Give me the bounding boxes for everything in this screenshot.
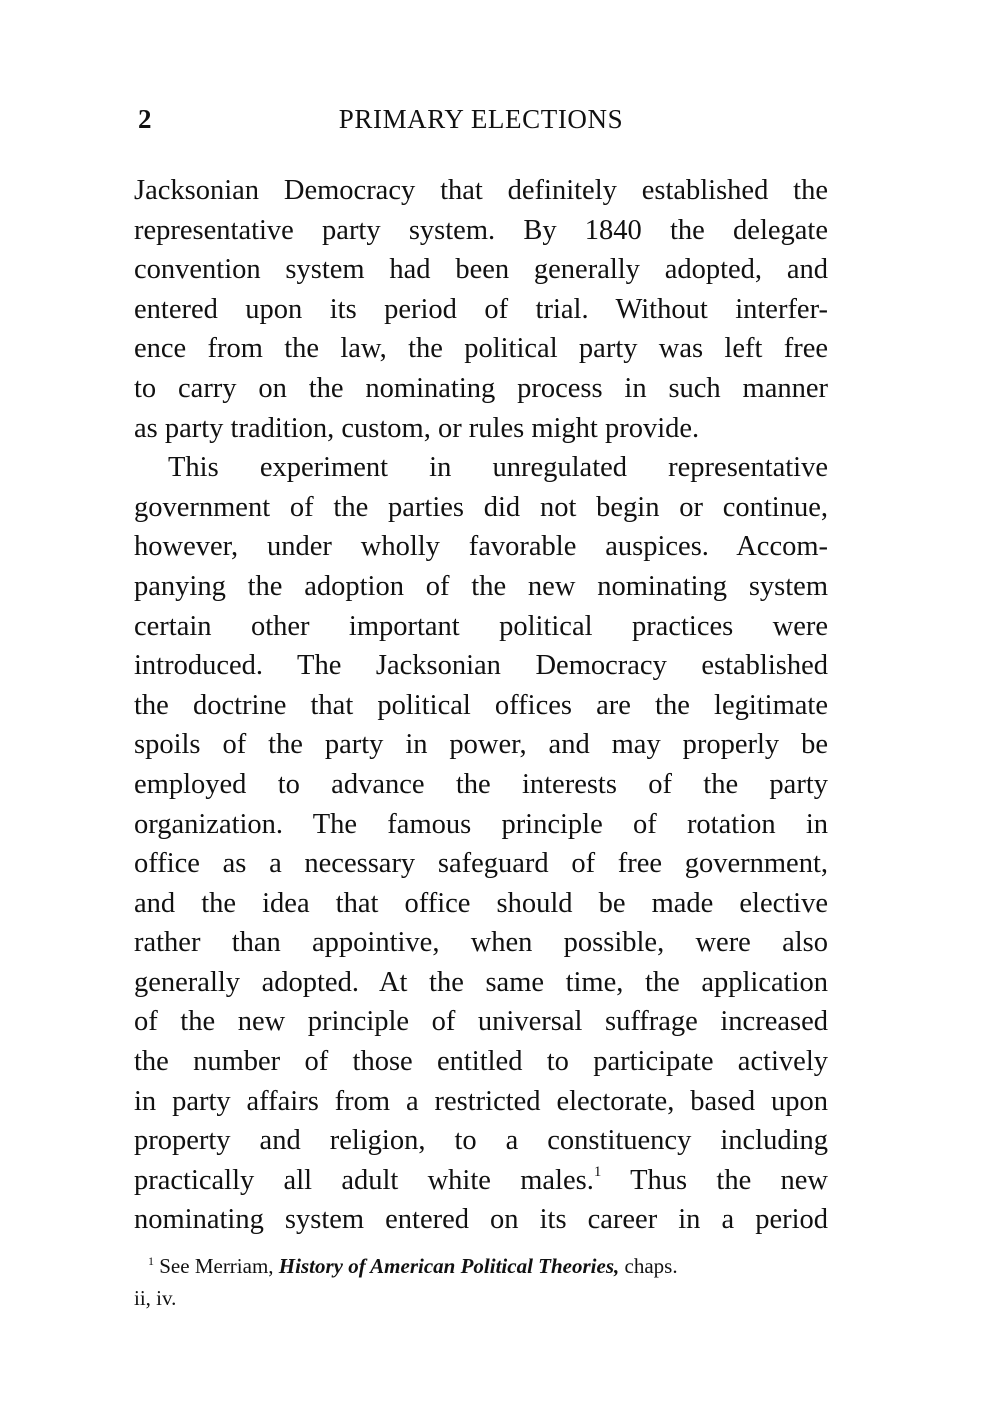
text-line: organization. The famous principle of rotation in [134, 808, 828, 840]
text-line: rather than appointive, when possible, were also [134, 927, 828, 959]
text-line: as party tradition, custom, or rules might provide. [134, 412, 700, 444]
text-line: This experiment in unregulated representative [168, 452, 828, 484]
text-line: the doctrine that political offices are the legitimate [134, 689, 828, 721]
text-line: employed to advance the interests of the party [134, 768, 828, 800]
footnote-line [134, 1250, 828, 1282]
text-line: in party affairs from a restricted electorate, based upon [134, 1085, 828, 1117]
footnote-reference: 1 [593, 1163, 602, 1180]
text-line: panying the adoption of the new nominating system [134, 570, 828, 602]
text-line: government of the parties did not begin or continue, [134, 491, 828, 523]
text-line: introduced. The Jacksonian Democracy established [134, 650, 828, 682]
footnote [134, 1250, 828, 1314]
text-line: spoils of the party in power, and may properly be [134, 729, 828, 761]
text-line: however, under wholly favorable auspices. Accom- [134, 531, 828, 563]
text-line: of the new principle of universal suffrage increased [134, 1006, 828, 1038]
footnote-suffix: chaps. [624, 1254, 678, 1278]
body-text [134, 171, 828, 1240]
running-title: PRIMARY ELECTIONS [338, 104, 624, 134]
text-line: Jacksonian Democracy that definitely established the [134, 175, 828, 206]
text-line: the number of those entitled to participate actively [134, 1046, 828, 1078]
text-line-with-note [134, 1161, 828, 1201]
footnote-marker: 1 [148, 1254, 154, 1268]
text-line: representative party system. By 1840 the delegate [134, 214, 828, 246]
text-segment: practically all adult white males. [134, 1164, 594, 1196]
running-head [134, 104, 828, 144]
text-line: entered upon its period of trial. Without interfer- [134, 293, 828, 325]
text-line: office as a necessary safeguard of free government, [134, 848, 828, 880]
text-line: certain other important political practices were [134, 610, 828, 642]
footnote-book-title: History of American Political Theories, [278, 1254, 620, 1278]
text-line: to carry on the nominating process in such manner [134, 372, 828, 404]
text-line: property and religion, to a constituency including [134, 1125, 828, 1157]
footnote-prefix: See Merriam, [159, 1254, 274, 1278]
text-line: ence from the law, the political party was left free [134, 333, 828, 365]
text-segment: Thus the new [630, 1164, 828, 1196]
text-line: generally adopted. At the same time, the application [134, 966, 828, 998]
text-line: and the idea that office should be made elective [134, 887, 828, 919]
text-line: nominating system entered on its career in a period [134, 1204, 828, 1236]
footnote-continuation: ii, iv. [134, 1286, 177, 1310]
page-number: 2 [138, 104, 152, 134]
text-line: convention system had been generally adopted, and [134, 254, 828, 286]
